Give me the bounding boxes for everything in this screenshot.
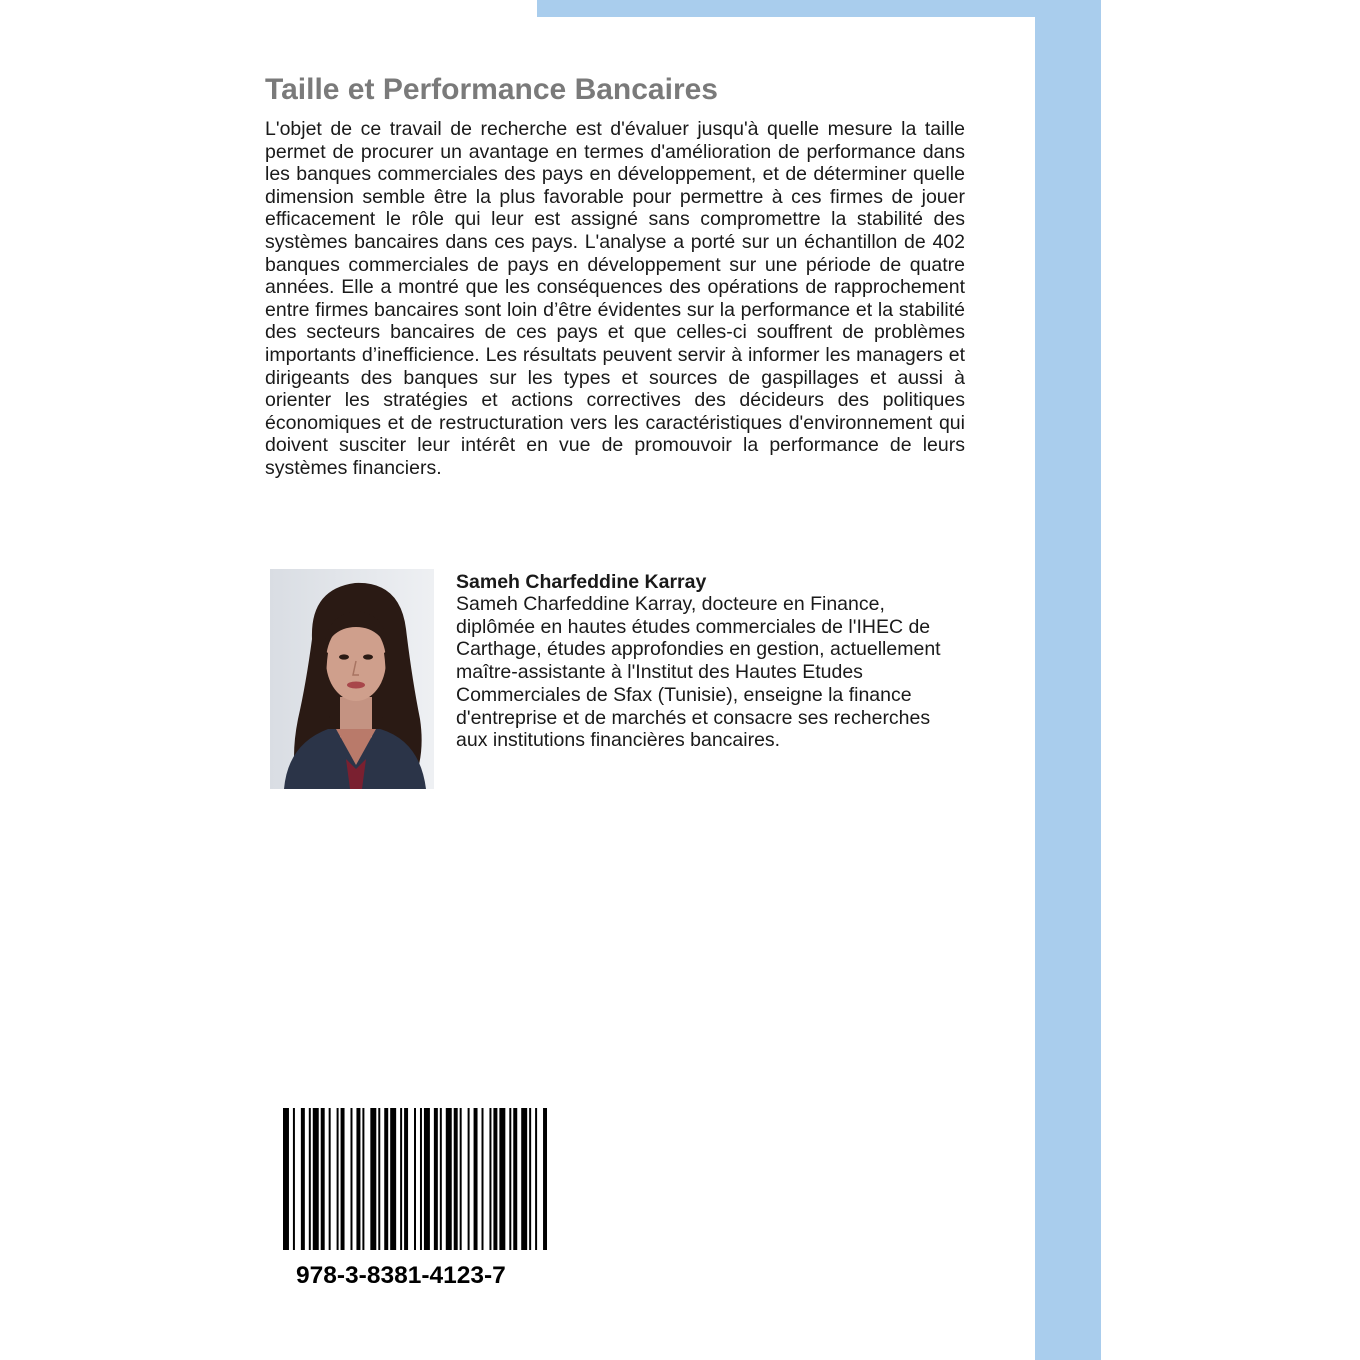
book-title: Taille et Performance Bancaires (265, 73, 718, 106)
accent-band-top (537, 0, 1101, 17)
author-portrait-icon (270, 569, 434, 789)
book-abstract: L'objet de ce travail de recherche est d'évaluer jusqu'à quelle mesure la taille permet de procurer un avantage en termes d'amélioration de performance dans les banques commerciales des pays en développement, et de déterminer quelle dimension semble être la plus favorable pour permettre à ces firmes de jouer efficacement le rôle qui leur est assigné sans compromettre la stabilité des systèmes bancaires dans ces pays. L'analyse a porté sur un échantillon de 402 banques commerciales de pays en développement sur une période de quatre années. Elle a montré que les conséquences des opérations de rapprochement entre firmes bancaires sont loin d’être évidentes sur la performance et la stabilité des secteurs bancaires de ces pays et que celles-ci souffrent de problèmes importants d’inefficience. Les résultats peuvent servir à informer les managers et dirigeants des banques sur les types et sources de gaspillages et aussi à orienter les stratégies et actions correctives des décideurs des politiques économiques et de restructuration vers les caractéristiques d'environnement qui doivent susciter leur intérêt en vue de promouvoir la performance de leurs systèmes financiers. (265, 118, 965, 479)
isbn-number: 978-3-8381-4123-7 (296, 1262, 506, 1289)
author-name: Sameh Charfeddine Karray (456, 571, 707, 593)
barcode-icon (283, 1108, 549, 1250)
author-bio: Sameh Charfeddine Karray, docteure en Finance, diplômée en hautes études commerciales de l'IHEC de Carthage, études approfondies en gestion, actuellement maître-assistante à l'Institut des Hautes Etudes Commerciales de Sfax (Tunisie), enseigne la finance d'entreprise et de marchés et consacre ses recherches aux institutions financières bancaires. (456, 593, 941, 752)
accent-band-side (1035, 0, 1101, 1360)
author-photo (270, 569, 434, 789)
